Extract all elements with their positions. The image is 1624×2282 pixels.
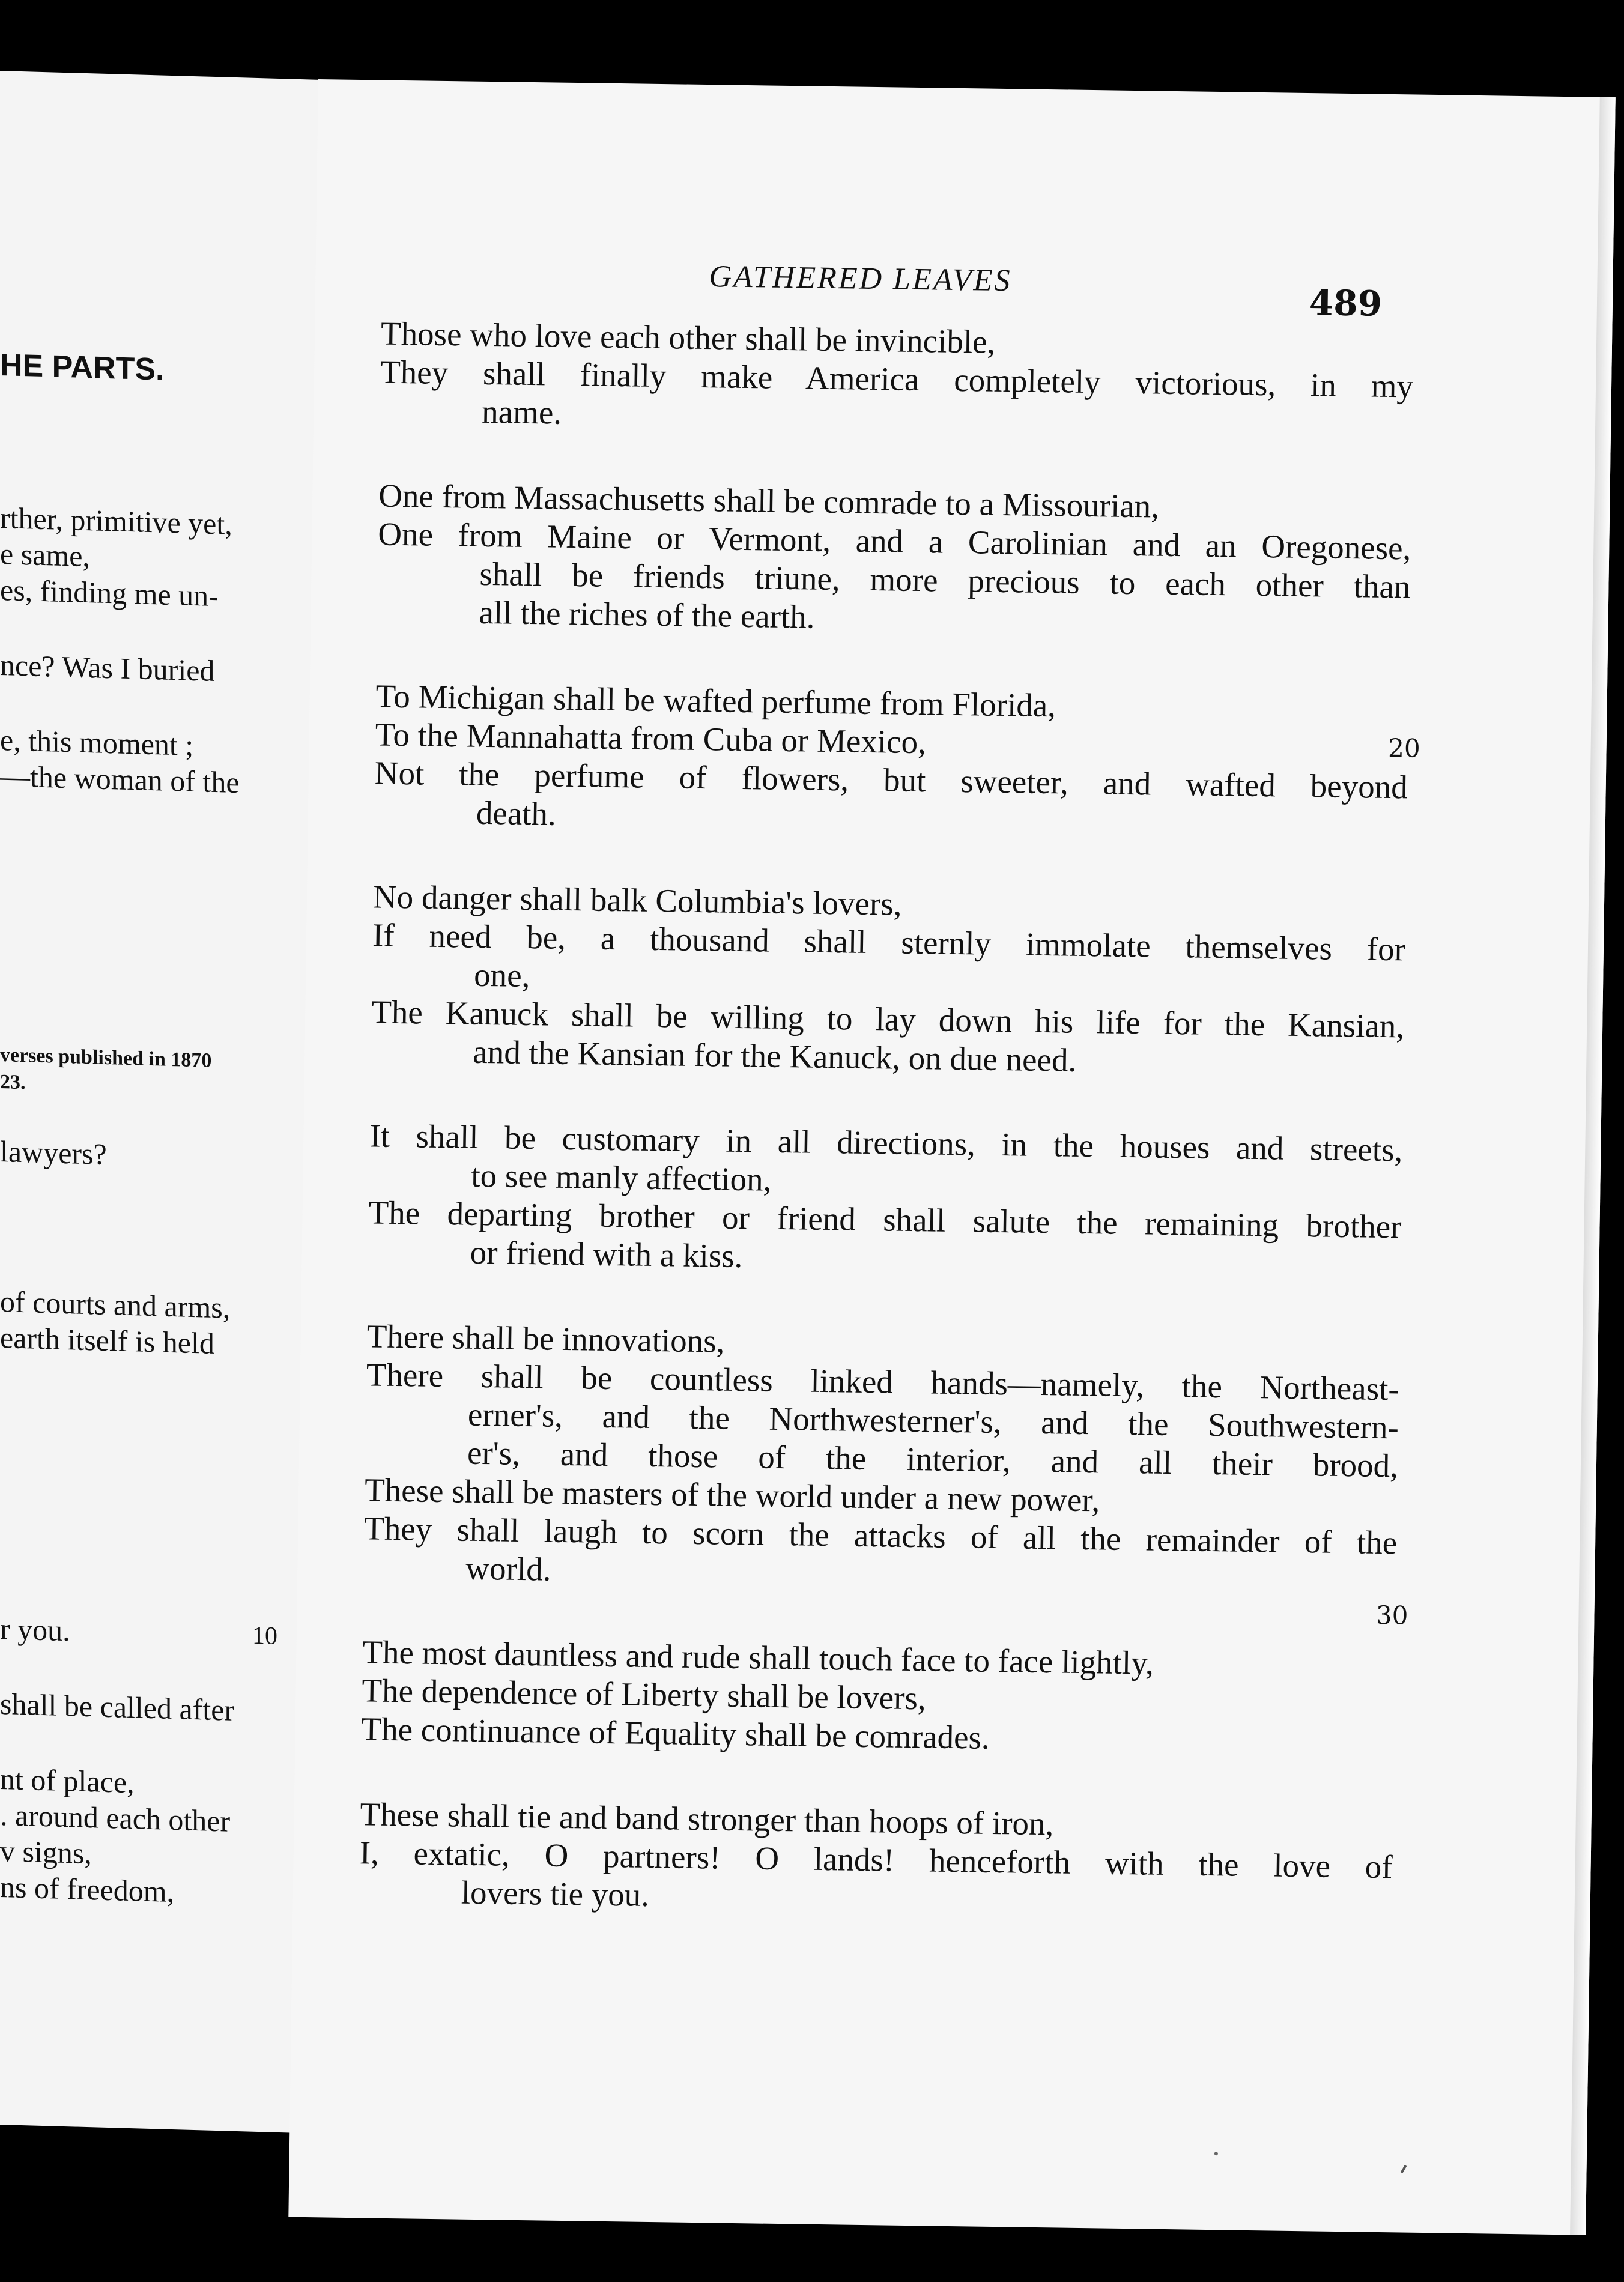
stanza [359, 1795, 1393, 1925]
poem-line: I, extatic, O partners! O lands! henceforth with the love of [359, 1834, 1393, 1886]
poem-line: There shall be innovations, [366, 1318, 725, 1360]
left-page-line: v signs, [0, 1834, 92, 1871]
left-page-line: nt of place, [0, 1762, 135, 1800]
poem-line: all the riches of the earth. [479, 593, 815, 635]
right-page [288, 79, 1615, 2235]
left-page-footnote: verses published in 1870 [0, 1044, 212, 1072]
poem-line: one, [473, 956, 530, 994]
poem-line: and the Kansian for the Kanuck, on due need. [472, 1033, 1077, 1079]
line-number: 20 [1387, 733, 1420, 763]
poem-line: The most dauntless and rude shall touch face to face lightly, [362, 1633, 1154, 1681]
left-page-line: lawyers? [0, 1134, 107, 1171]
left-page-line: shall be called after [0, 1687, 235, 1727]
line-number: 30 [1375, 1600, 1408, 1630]
poem-line: world. [465, 1549, 551, 1588]
poem-line: They shall laugh to scorn the attacks of all the remainder of the [363, 1510, 1398, 1561]
poem-line: One from Massachusetts shall be comrade to a Missourian, [378, 477, 1160, 525]
left-page-line: rther, primitive yet, [0, 501, 232, 541]
left-page-line: e, this moment ; [0, 723, 194, 762]
stanza [374, 677, 1420, 845]
poem-line: lovers tie you. [461, 1874, 650, 1913]
left-page-heading: HE PARTS. [0, 348, 165, 387]
left-page [0, 71, 344, 2134]
poem-line: If need be, a thousand shall sternly immolate themselves for [372, 916, 1406, 968]
poem-line: death. [476, 794, 557, 832]
poem-line: One from Maine or Vermont, and a Carolinian and an Oregonese, [378, 515, 1411, 567]
poem-line: shall be friends triune, more precious to each other than [479, 555, 1411, 605]
page-number: 489 [1309, 282, 1383, 324]
page-edge [1570, 97, 1616, 2235]
poem-line: The Kanuck shall be willing to lay down his life for the Kansian, [371, 993, 1405, 1045]
left-page-line: —the woman of the [0, 759, 240, 800]
poem-line: or friend with a kiss. [470, 1233, 743, 1275]
poem-line: To Michigan shall be wafted perfume from Florida, [375, 677, 1056, 724]
stanza [377, 476, 1411, 644]
stanza [380, 314, 1414, 444]
left-page-line: of courts and arms, [0, 1285, 231, 1325]
left-page-line-number: 10 [252, 1621, 277, 1650]
poem-line: er's, and those of the interior, and all their brood, [467, 1434, 1399, 1485]
poem-line: It shall be customary in all directions, in the houses and streets, [369, 1117, 1403, 1169]
page-speck [1214, 2152, 1218, 2155]
poem-line: to see manly affection, [471, 1157, 772, 1198]
stanza [368, 1116, 1402, 1285]
stanza [363, 1317, 1408, 1630]
poem-line: name. [481, 393, 562, 431]
poem-line: The dependence of Liberty shall be lovers, [362, 1672, 927, 1717]
stanza [371, 877, 1406, 1084]
poem-line: These shall tie and band stronger than hoops of iron, [360, 1796, 1054, 1842]
poem-line: These shall be masters of the world under a new power, [364, 1471, 1100, 1519]
left-page-line: nce? Was I buried [0, 648, 215, 688]
poem-line: To the Mannahatta from Cuba or Mexico, [375, 716, 927, 761]
left-page-line: e same, [0, 537, 90, 574]
poem-body [358, 314, 1420, 1972]
left-page-footnote: 23. [0, 1071, 26, 1094]
stanza [361, 1633, 1396, 1763]
poem-line: Not the perfume of flowers, but sweeter, and wafted beyond [374, 754, 1408, 806]
poem-line: There shall be countless linked hands—namely, the Northeast- [366, 1356, 1400, 1408]
poem-line: They shall finally make America completely victorious, in my [380, 353, 1414, 405]
poem-line: Those who love each other shall be invincible, [380, 315, 996, 360]
poem-line: The departing brother or friend shall salute the remaining brother [368, 1194, 1402, 1245]
left-page-line: ns of freedom, [0, 1870, 175, 1909]
left-page-line: r you. [0, 1612, 70, 1648]
poem-line: The continuance of Equality shall be comrades. [361, 1710, 990, 1756]
running-header: GATHERED LEAVES [709, 259, 1012, 298]
left-page-line: es, finding me un- [0, 573, 219, 613]
poem-line: No danger shall balk Columbia's lovers, [372, 878, 902, 922]
left-page-line: . around each other [0, 1798, 231, 1838]
left-page-line: earth itself is held [0, 1321, 214, 1360]
poem-line: erner's, and the Northwesterner's, and the Southwestern- [467, 1396, 1399, 1446]
